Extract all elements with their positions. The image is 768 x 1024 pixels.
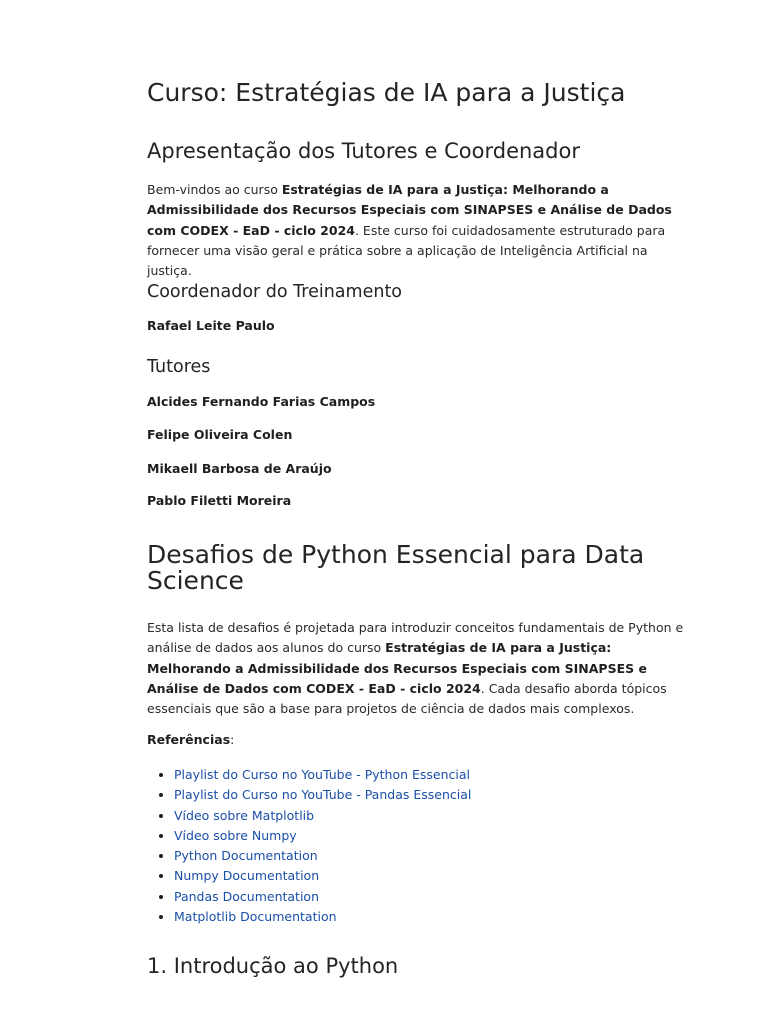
list-item	[174, 887, 471, 907]
list-item	[174, 846, 471, 866]
intro-paragraph	[147, 180, 687, 281]
reference-link-python-docs[interactable]: Python Documentation	[174, 848, 318, 864]
desafios-heading: Desafios de Python Essencial para Data Science	[147, 540, 645, 595]
desafios-paragraph	[147, 618, 687, 719]
desafios-suffix: . Cada desafio aborda tópicos essenciais que são a base para projetos de ciência de dados mais complexos.	[147, 680, 667, 717]
reference-link-matplotlib-video[interactable]: Vídeo sobre Matplotlib	[174, 807, 315, 823]
reference-link-python-playlist[interactable]: Playlist do Curso no YouTube - Python Essencial	[174, 767, 471, 782]
coordenador-heading: Coordenador do Treinamento	[147, 282, 403, 302]
references-list	[174, 765, 471, 927]
intro-suffix: . Este curso foi cuidadosamente estruturado para fornecer uma visão geral e prática sobre a aplicação de Inteligência Artificial na justiça.	[147, 222, 666, 279]
coordenador-name: Rafael Leite Paulo	[147, 318, 275, 333]
page-title: Curso: Estratégias de IA para a Justiça	[147, 78, 626, 107]
desafios-course-name: Estratégias de IA para a Justiça: Melhorando a Admissibilidade dos Recursos Especiais com SINAPSES e Análise de Dados com CODEX - EaD - ciclo 2024	[147, 640, 647, 696]
desafios-prefix: Esta lista de desafios é projetada para introduzir conceitos fundamentais de Python e análise de dados aos alunos do curso	[147, 620, 684, 656]
section-1-heading: 1. Introdução ao Python	[147, 954, 399, 978]
intro-prefix: Bem-vindos ao curso	[147, 182, 282, 197]
list-item	[174, 826, 471, 846]
reference-link-pandas-playlist[interactable]: Playlist do Curso no YouTube - Pandas Essencial	[174, 787, 472, 803]
list-item	[174, 866, 471, 886]
tutor-name: Pablo Filetti Moreira	[147, 493, 292, 508]
apresentacao-heading: Apresentação dos Tutores e Coordenador	[147, 139, 580, 163]
list-item	[174, 907, 471, 927]
list-item	[174, 806, 471, 826]
reference-link-numpy-docs[interactable]: Numpy Documentation	[174, 868, 320, 884]
list-item	[174, 785, 471, 805]
reference-link-numpy-video[interactable]: Vídeo sobre Numpy	[174, 827, 297, 843]
tutor-name: Mikaell Barbosa de Araújo	[147, 461, 332, 476]
tutores-heading: Tutores	[147, 357, 211, 377]
referencias-label-line	[147, 732, 234, 747]
reference-link-pandas-docs[interactable]: Pandas Documentation	[174, 888, 320, 904]
list-item	[174, 765, 471, 785]
tutor-name: Felipe Oliveira Colen	[147, 427, 293, 442]
intro-course-name: Estratégias de IA para a Justiça: Melhorando a Admissibilidade dos Recursos Especiais com SINAPSES e Análise de Dados com CODEX - EaD - ciclo 2024	[147, 182, 672, 238]
tutor-name: Alcides Fernando Farias Campos	[147, 394, 376, 409]
referencias-colon: :	[230, 732, 235, 747]
referencias-label: Referências	[147, 732, 231, 747]
reference-link-matplotlib-docs[interactable]: Matplotlib Documentation	[174, 909, 337, 925]
